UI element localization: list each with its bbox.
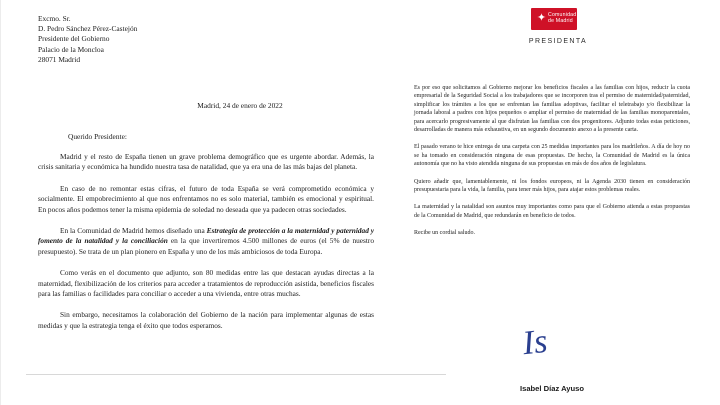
highlight-emphasis: Estrategia de protección a la maternidad y paternidad y fomento de la natalidad y la conciliación xyxy=(38,226,374,246)
letterhead-role: PRESIDENTA xyxy=(528,38,588,45)
paragraph-closing: Recibe un cordial saludo. xyxy=(414,230,475,237)
handwritten-signature: Is xyxy=(520,322,550,363)
paragraph: Sin embargo, necesitamos la colaboración del Gobierno de la nación para implementar algunas de estas medidas y que la estrategia tenga el éxito que todos esperamos. xyxy=(38,310,374,330)
paragraph: Como verás en el documento que adjunto, son 80 medidas entre las que destacan ayudas directas a la maternidad, flexibilización de los criterios para acceder a tratamientos de reproducción asistida, beneficios fiscales para las familias o facilidades para conciliar o acceder a una vivienda, entre otras muchas. xyxy=(38,268,374,299)
recipient-line-4: Palacio de la Moncloa xyxy=(38,44,104,54)
paragraph: Es por eso que solicitamos al Gobierno mejorar los beneficios fiscales a las familias con hijos, reducir la cuota empresarial de la Seguridad Social a los trabajadores que se incorporen tras el permiso de maternidad/paternidad, simplificar los trámites a los que se enfrentan las familias adoptivas, facilitar el teletrabajo y/o flexibilizar la jornada laboral a padres con hijos pequeños o ampliar el permiso de maternidad de las familias monoparentales, para acercarlo progresivamente al que disfrutan las familias con dos progenitores. Adjunto todas estas peticiones, desarrolladas de manera más exhaustiva, en un segundo documento anexo a la presente carta. xyxy=(414,85,690,134)
paragraph: El pasado verano te hice entrega de una carpeta con 25 medidas importantes para los madrileños. A día de hoy no se ha tomado en consideración ninguna de esas propuestas. De hecho, la Comunidad de Madrid es la única autonomía que no ha visto atendida ninguna de sus propuestas en más de dos años de legislatura. xyxy=(414,144,690,168)
paragraph: Quiero añadir que, lamentablemente, ni los fondos europeos, ni la Agenda 2030 tienen en consideración presupuestaria para la vida, la familia, para tener más hijos, para atajar estos problemas reales. xyxy=(414,178,690,194)
paragraph: Madrid y el resto de España tienen un grave problema demográfico que es urgente abordar. Además, la crisis sanitaria y económica ha hundido nuestra tasa de natalidad, que ya era una de las más bajas del planeta. xyxy=(38,152,374,172)
recipient-line-5: 28071 Madrid xyxy=(38,54,81,64)
footer-divider xyxy=(26,374,446,375)
recipient-address xyxy=(38,14,382,65)
paragraph: La maternidad y la natalidad son asuntos muy importantes como para que el Gobierno atienda a estas propuestas de la Comunidad de Madrid, que redundarán en beneficio de todos. xyxy=(414,204,690,219)
recipient-line-1: Excmo. Sr. xyxy=(38,14,71,23)
logo-line-2: de Madrid xyxy=(548,18,573,25)
recipient-line-3: Presidente del Gobierno xyxy=(38,34,110,44)
paragraph: En caso de no remontar estas cifras, el futuro de toda España se verá comprometido económica y socialmente. El empobrecimiento al que nos enfrentamos no es solo material, también es emocional y espiritual. En pocos años podemos tener la misma epidemia de soledad no deseada que ya padecen otras sociedades. xyxy=(38,183,374,214)
highlight-prefix: En la Comunidad de Madrid hemos diseñado una xyxy=(60,226,207,236)
letter-salutation: Querido Presidente: xyxy=(68,132,127,142)
recipient-line-2: D. Pedro Sánchez Pérez-Castejón xyxy=(38,24,138,34)
paragraph-highlight xyxy=(38,226,382,257)
signature-name: Isabel Díaz Ayuso xyxy=(519,384,584,393)
madrid-coat-of-arms-icon: ✦ xyxy=(536,12,547,24)
highlight-middle: en la que invertiremos 4.500 millones de euros (el 5% de nuestro presupuesto). Se trata de un plan pionero en España y uno de los más ambiciosos de toda Europa. xyxy=(38,236,374,256)
letter-date: Madrid, 24 de enero de 2022 xyxy=(197,101,283,111)
logo-line-1: Comunidad xyxy=(548,12,577,18)
